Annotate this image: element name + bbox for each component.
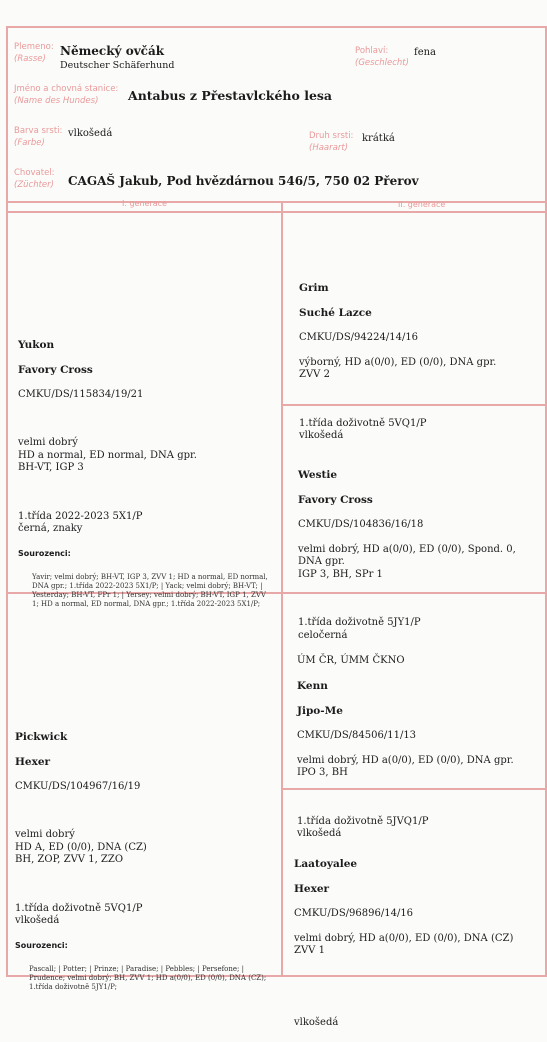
sex-value: fena xyxy=(414,47,437,58)
sire-sire-reg: CMKU/DS/94224/14/16 xyxy=(299,331,419,343)
column-divider xyxy=(281,201,283,977)
sire-reg: CMKU/DS/115834/19/21 xyxy=(18,388,144,400)
breed-label: Plemeno: xyxy=(14,42,54,52)
dog-name-value: Antabus z Přestavlckého lesa xyxy=(128,88,333,103)
sire-siblings: Yavir; velmi dobrý; BH-VT, IGP 3, ZVV 1; HD a normal, ED normal, DNA gpr.; 1.třída 2022-2023 5X1/P; | Yack; velmi dobrý; BH-VT; | Yesterday; BH-VT, FPr 1; | Yersey; velmi dobrý; BH-VT, IGP 1, ZVV 1; HD a normal, ED normal, DNA gpr.; 1.třída 2022-2023 5X1/P; xyxy=(32,573,268,608)
breed-value: Německý ovčák xyxy=(60,44,165,58)
name-label: Jméno a chovná stanice: xyxy=(14,84,119,94)
sire-kennel: Favory Cross xyxy=(18,363,93,376)
dam-dam-block xyxy=(294,845,540,1042)
breed-value-de: Deutscher Schäferhund xyxy=(60,60,175,71)
sire-class: 1.třída 2022-2023 5X1/P černá, znaky xyxy=(18,510,143,534)
sire-sire-name: Grim xyxy=(299,281,329,294)
sex-label-de: (Geschlecht) xyxy=(355,58,409,68)
dam-dam-kennel: Hexer xyxy=(294,882,330,895)
dam-sire-titles: ÚM ČR, ÚMM ČKNO xyxy=(297,654,405,666)
sire-siblings-label: Sourozenci: xyxy=(18,549,71,558)
dam-dam-eval: velmi dobrý, HD a(0/0), ED (0/0), DNA (CZ) ZVV 1 xyxy=(294,932,514,956)
sire-dam-kennel: Favory Cross xyxy=(298,493,373,506)
generation-one-label: I. generace xyxy=(122,199,167,208)
dam-reg: CMKU/DS/104967/16/19 xyxy=(15,780,141,792)
sire-sire-class: 1.třída doživotně 5VQ1/P vlkošedá xyxy=(299,417,427,441)
dam-dam-reg: CMKU/DS/96896/14/16 xyxy=(294,907,414,919)
generation-divider xyxy=(6,211,547,213)
dam-dam-name: Laatoyalee xyxy=(294,857,358,870)
header-divider xyxy=(6,201,547,203)
color-label-de: (Farbe) xyxy=(14,138,45,148)
dam-siblings: Pascall; | Potter; | Prinze; | Paradise; | Pebbles; | Persefone; | Prudence; velmi dobrý; BH, ZVV 1; HD a(0/0), ED (0/0), DNA (CZ); 1.třída doživotně 5JY1/P; xyxy=(29,965,267,991)
dam-name: Pickwick xyxy=(15,730,68,743)
breeder-label-de: (Züchter) xyxy=(14,180,54,190)
dam-sire-eval: velmi dobrý, HD a(0/0), ED (0/0), DNA gpr. IPO 3, BH xyxy=(297,754,514,778)
sire-sire-eval: výborný, HD a(0/0), ED (0/0), DNA gpr. ZVV 2 xyxy=(299,356,497,380)
sire-sire-block xyxy=(299,269,539,455)
sire-dam-eval: velmi dobrý, HD a(0/0), ED (0/0), Spond. 0, DNA gpr. IGP 3, BH, SPr 1 xyxy=(298,543,516,580)
sire-dam-class: 1.třída doživotně 5JY1/P celočerná xyxy=(298,617,421,641)
dam-siblings-label: Sourozenci: xyxy=(15,941,68,950)
name-label-de: (Name des Hundes) xyxy=(14,96,99,106)
dam-dam-class: vlkošedá xyxy=(294,1017,339,1028)
dam-sire-reg: CMKU/DS/84506/11/13 xyxy=(297,729,417,741)
sire-dam-reg: CMKU/DS/104836/16/18 xyxy=(298,518,424,530)
coat-label-de: (Haarart) xyxy=(309,143,348,153)
sire-dam-block xyxy=(298,456,540,655)
sire-eval: velmi dobrý HD a normal, ED normal, DNA gpr. BH-VT, IGP 3 xyxy=(18,437,197,473)
breeder-label: Chovatel: xyxy=(14,168,55,178)
sire-dam-name: Westie xyxy=(298,468,338,481)
dam-eval: velmi dobrý HD A, ED (0/0), DNA (CZ) BH, ZOP, ZVV 1, ZZO xyxy=(15,829,147,865)
dam-sire-block xyxy=(297,642,541,853)
dam-sire-name: Kenn xyxy=(297,679,328,692)
generation-two-label: II. generace xyxy=(398,200,446,209)
dam-block xyxy=(15,718,273,1005)
sire-name: Yukon xyxy=(18,338,55,351)
dam-class: 1.třída doživotně 5VQ1/P vlkošedá xyxy=(15,902,143,926)
breed-label-de: (Rasse) xyxy=(14,54,46,64)
color-value: vlkošedá xyxy=(68,128,113,139)
coat-value: krátká xyxy=(362,133,395,144)
sire-block xyxy=(18,326,274,622)
dam-sire-kennel: Jipo-Me xyxy=(297,704,343,717)
dam-kennel: Hexer xyxy=(15,755,51,768)
breeder-value: CAGAŠ Jakub, Pod hvězdárnou 546/5, 750 02 Přerov xyxy=(68,174,419,188)
color-label: Barva srsti: xyxy=(14,126,63,136)
sex-label: Pohlaví: xyxy=(355,46,389,56)
coat-label: Druh srsti: xyxy=(309,131,354,141)
dam-sire-class: 1.třída doživotně 5JVQ1/P vlkošedá xyxy=(297,815,429,839)
sire-sire-kennel: Suché Lazce xyxy=(299,306,372,319)
